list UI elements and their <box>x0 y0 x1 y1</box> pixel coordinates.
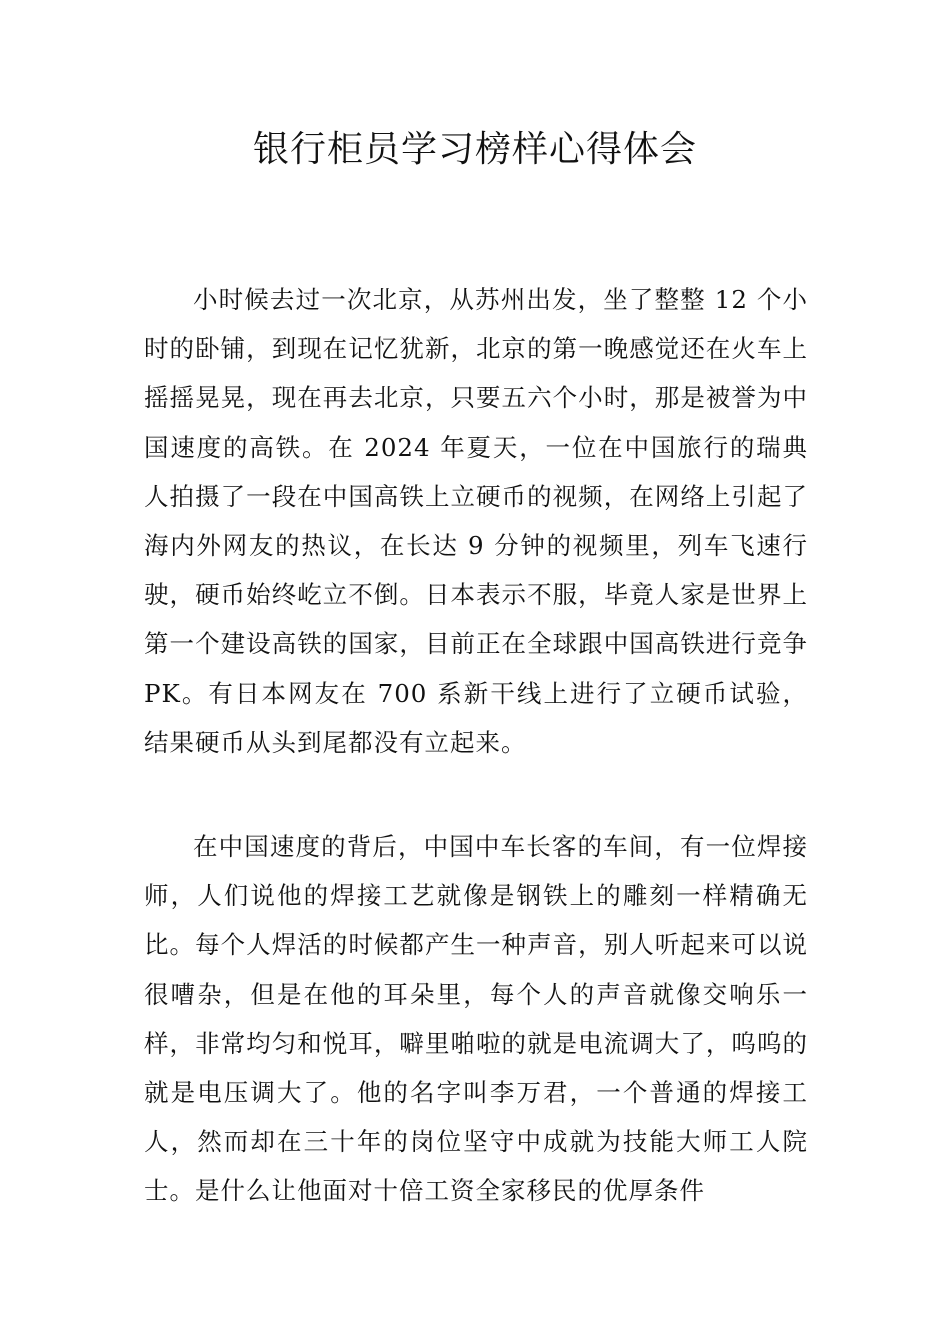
paragraph-1: 小时候去过一次北京，从苏州出发，坐了整整 12 个小时的卧铺，到现在记忆犹新，北京的第一晚感觉还在火车上摇摇晃晃，现在再去北京，只要五六个小时，那是被誉为中国速度的高铁。在 2024 年夏天，一位在中国旅行的瑞典人拍摄了一段在中国高铁上立硬币的视频，在网络上引起了海内外网友的热议，在长达 9 分钟的视频里，列车飞速行驶，硬币始终屹立不倒。日本表示不服，毕竟人家是世界上第一个建设高铁的国家，目前正在全球跟中国高铁进行竞争 PK。有日本网友在 700 系新干线上进行了立硬币试验，结果硬币从头到尾都没有立起来。 <box>144 285 808 757</box>
document-title: 银行柜员学习榜样心得体会 <box>252 129 697 170</box>
paragraph-2: 在中国速度的背后，中国中车长客的车间，有一位焊接师，人们说他的焊接工艺就像是钢铁上的雕刻一样精确无比。每个人焊活的时候都产生一种声音，别人听起来可以说很嘈杂，但是在他的耳朵里，每个人的声音就像交响乐一样，非常均匀和悦耳，噼里啪啦的就是电流调大了，呜呜的就是电压调大了。他的名字叫李万君，一个普通的焊接工人，然而却在三十年的岗位坚守中成就为技能大师工人院士。是什么让他面对十倍工资全家移民的优厚条件 <box>144 832 808 1206</box>
